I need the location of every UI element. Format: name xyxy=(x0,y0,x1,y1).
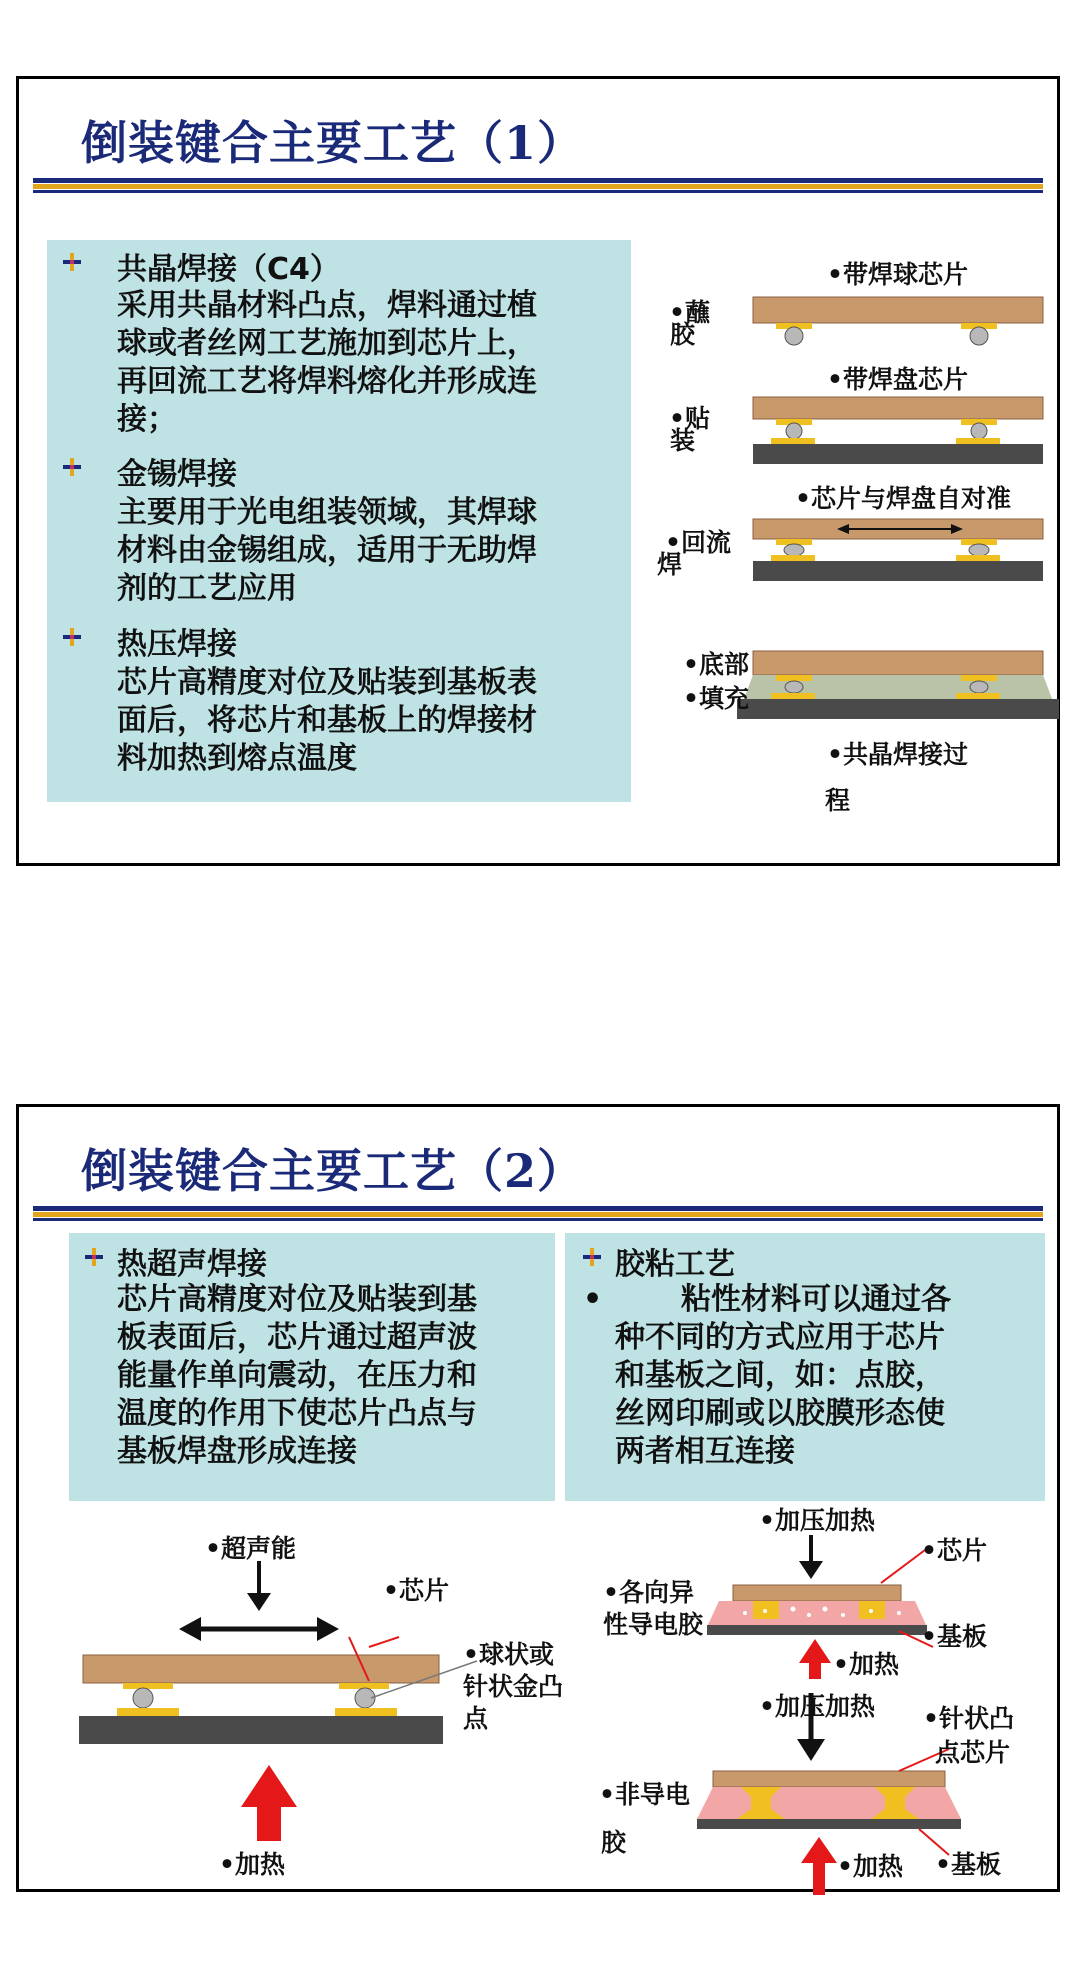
label: •超声能 xyxy=(205,1534,296,1563)
label: 点芯片 xyxy=(935,1738,1011,1767)
slide-title: 倒装键合主要工艺（1） xyxy=(81,116,585,170)
label: 焊 xyxy=(657,550,683,579)
slide-2 xyxy=(16,1104,1060,1892)
label: •各向异 xyxy=(603,1578,694,1607)
left-heading: 热超声焊接 xyxy=(117,1247,267,1282)
label: •基板 xyxy=(921,1622,987,1651)
label: •加压加热 xyxy=(759,1506,875,1535)
label: •带焊球芯片 xyxy=(827,260,968,289)
substrate xyxy=(737,699,1059,719)
label: •底部 xyxy=(683,650,749,679)
substrate xyxy=(753,561,1043,581)
label: •回流 xyxy=(665,528,731,557)
label: •贴 xyxy=(669,404,710,433)
label: •芯片与焊盘自对准 xyxy=(795,484,1011,513)
item-heading: 热压焊接 xyxy=(117,627,237,662)
label: •填充 xyxy=(683,684,749,713)
label: 装 xyxy=(670,426,696,455)
chip xyxy=(753,651,1043,675)
item-body: 主要用于光电组装领域，其焊球 材料由金锡组成，适用于无助焊 剂的工艺应用 xyxy=(117,495,537,606)
item-body: 采用共晶材料凸点，焊料通过植 球或者丝网工艺施加到芯片上， 再回流工艺将焊料熔化并形成连 接； xyxy=(117,288,537,437)
label: •芯片 xyxy=(383,1576,449,1605)
label: •加热 xyxy=(837,1852,903,1881)
chip xyxy=(713,1771,945,1787)
label: •加压加热 xyxy=(759,1692,875,1721)
label: •共晶焊接过 xyxy=(827,740,968,769)
label: 胶 xyxy=(601,1828,627,1857)
slide-1 xyxy=(16,76,1060,866)
item-body: 芯片高精度对位及贴装到基板表 面后，将芯片和基板上的焊接材 料加热到熔点温度 xyxy=(117,665,537,776)
label: •蘸 xyxy=(669,298,710,327)
label: •加热 xyxy=(833,1650,899,1679)
right-heading: 胶粘工艺 xyxy=(615,1247,735,1282)
heat-arrow xyxy=(801,1837,837,1895)
adhesive-diagram xyxy=(19,1107,1059,1895)
label: •球状或 xyxy=(463,1640,554,1669)
label: 程 xyxy=(825,786,851,815)
substrate xyxy=(707,1625,927,1635)
item-heading: 共晶焊接（C4） xyxy=(117,252,340,287)
label: 性导电胶 xyxy=(603,1610,704,1639)
label: 针状金凸 xyxy=(463,1672,564,1701)
solder-ball xyxy=(970,327,988,345)
chip xyxy=(753,297,1043,323)
label: 胶 xyxy=(670,320,696,349)
label: •针状凸 xyxy=(923,1704,1014,1733)
chip xyxy=(753,397,1043,419)
solder-ball xyxy=(785,327,803,345)
substrate xyxy=(753,444,1043,464)
slide-title: 倒装键合主要工艺（2） xyxy=(81,1144,585,1198)
label: 点 xyxy=(463,1704,489,1733)
label: •芯片 xyxy=(921,1536,987,1565)
label: •加热 xyxy=(219,1850,285,1879)
left-body: 芯片高精度对位及贴装到基 板表面后，芯片通过超声波 能量作单向震动，在压力和 温度的作用下使芯片凸点与 基板焊盘形成连接 xyxy=(117,1282,477,1469)
label: •基板 xyxy=(935,1850,1001,1879)
label: •非导电 xyxy=(599,1780,690,1809)
label: •带焊盘芯片 xyxy=(827,365,968,394)
substrate xyxy=(697,1819,961,1829)
item-heading: 金锡焊接 xyxy=(117,457,237,492)
chip xyxy=(733,1585,901,1601)
right-bullet: • xyxy=(583,1282,603,1317)
heat-arrow xyxy=(799,1639,831,1679)
right-body: 粘性材料可以通过各 种不同的方式应用于芯片 和基板之间，如：点胶， 丝网印刷或以胶膜形态使 两者相互连接 xyxy=(615,1282,951,1469)
